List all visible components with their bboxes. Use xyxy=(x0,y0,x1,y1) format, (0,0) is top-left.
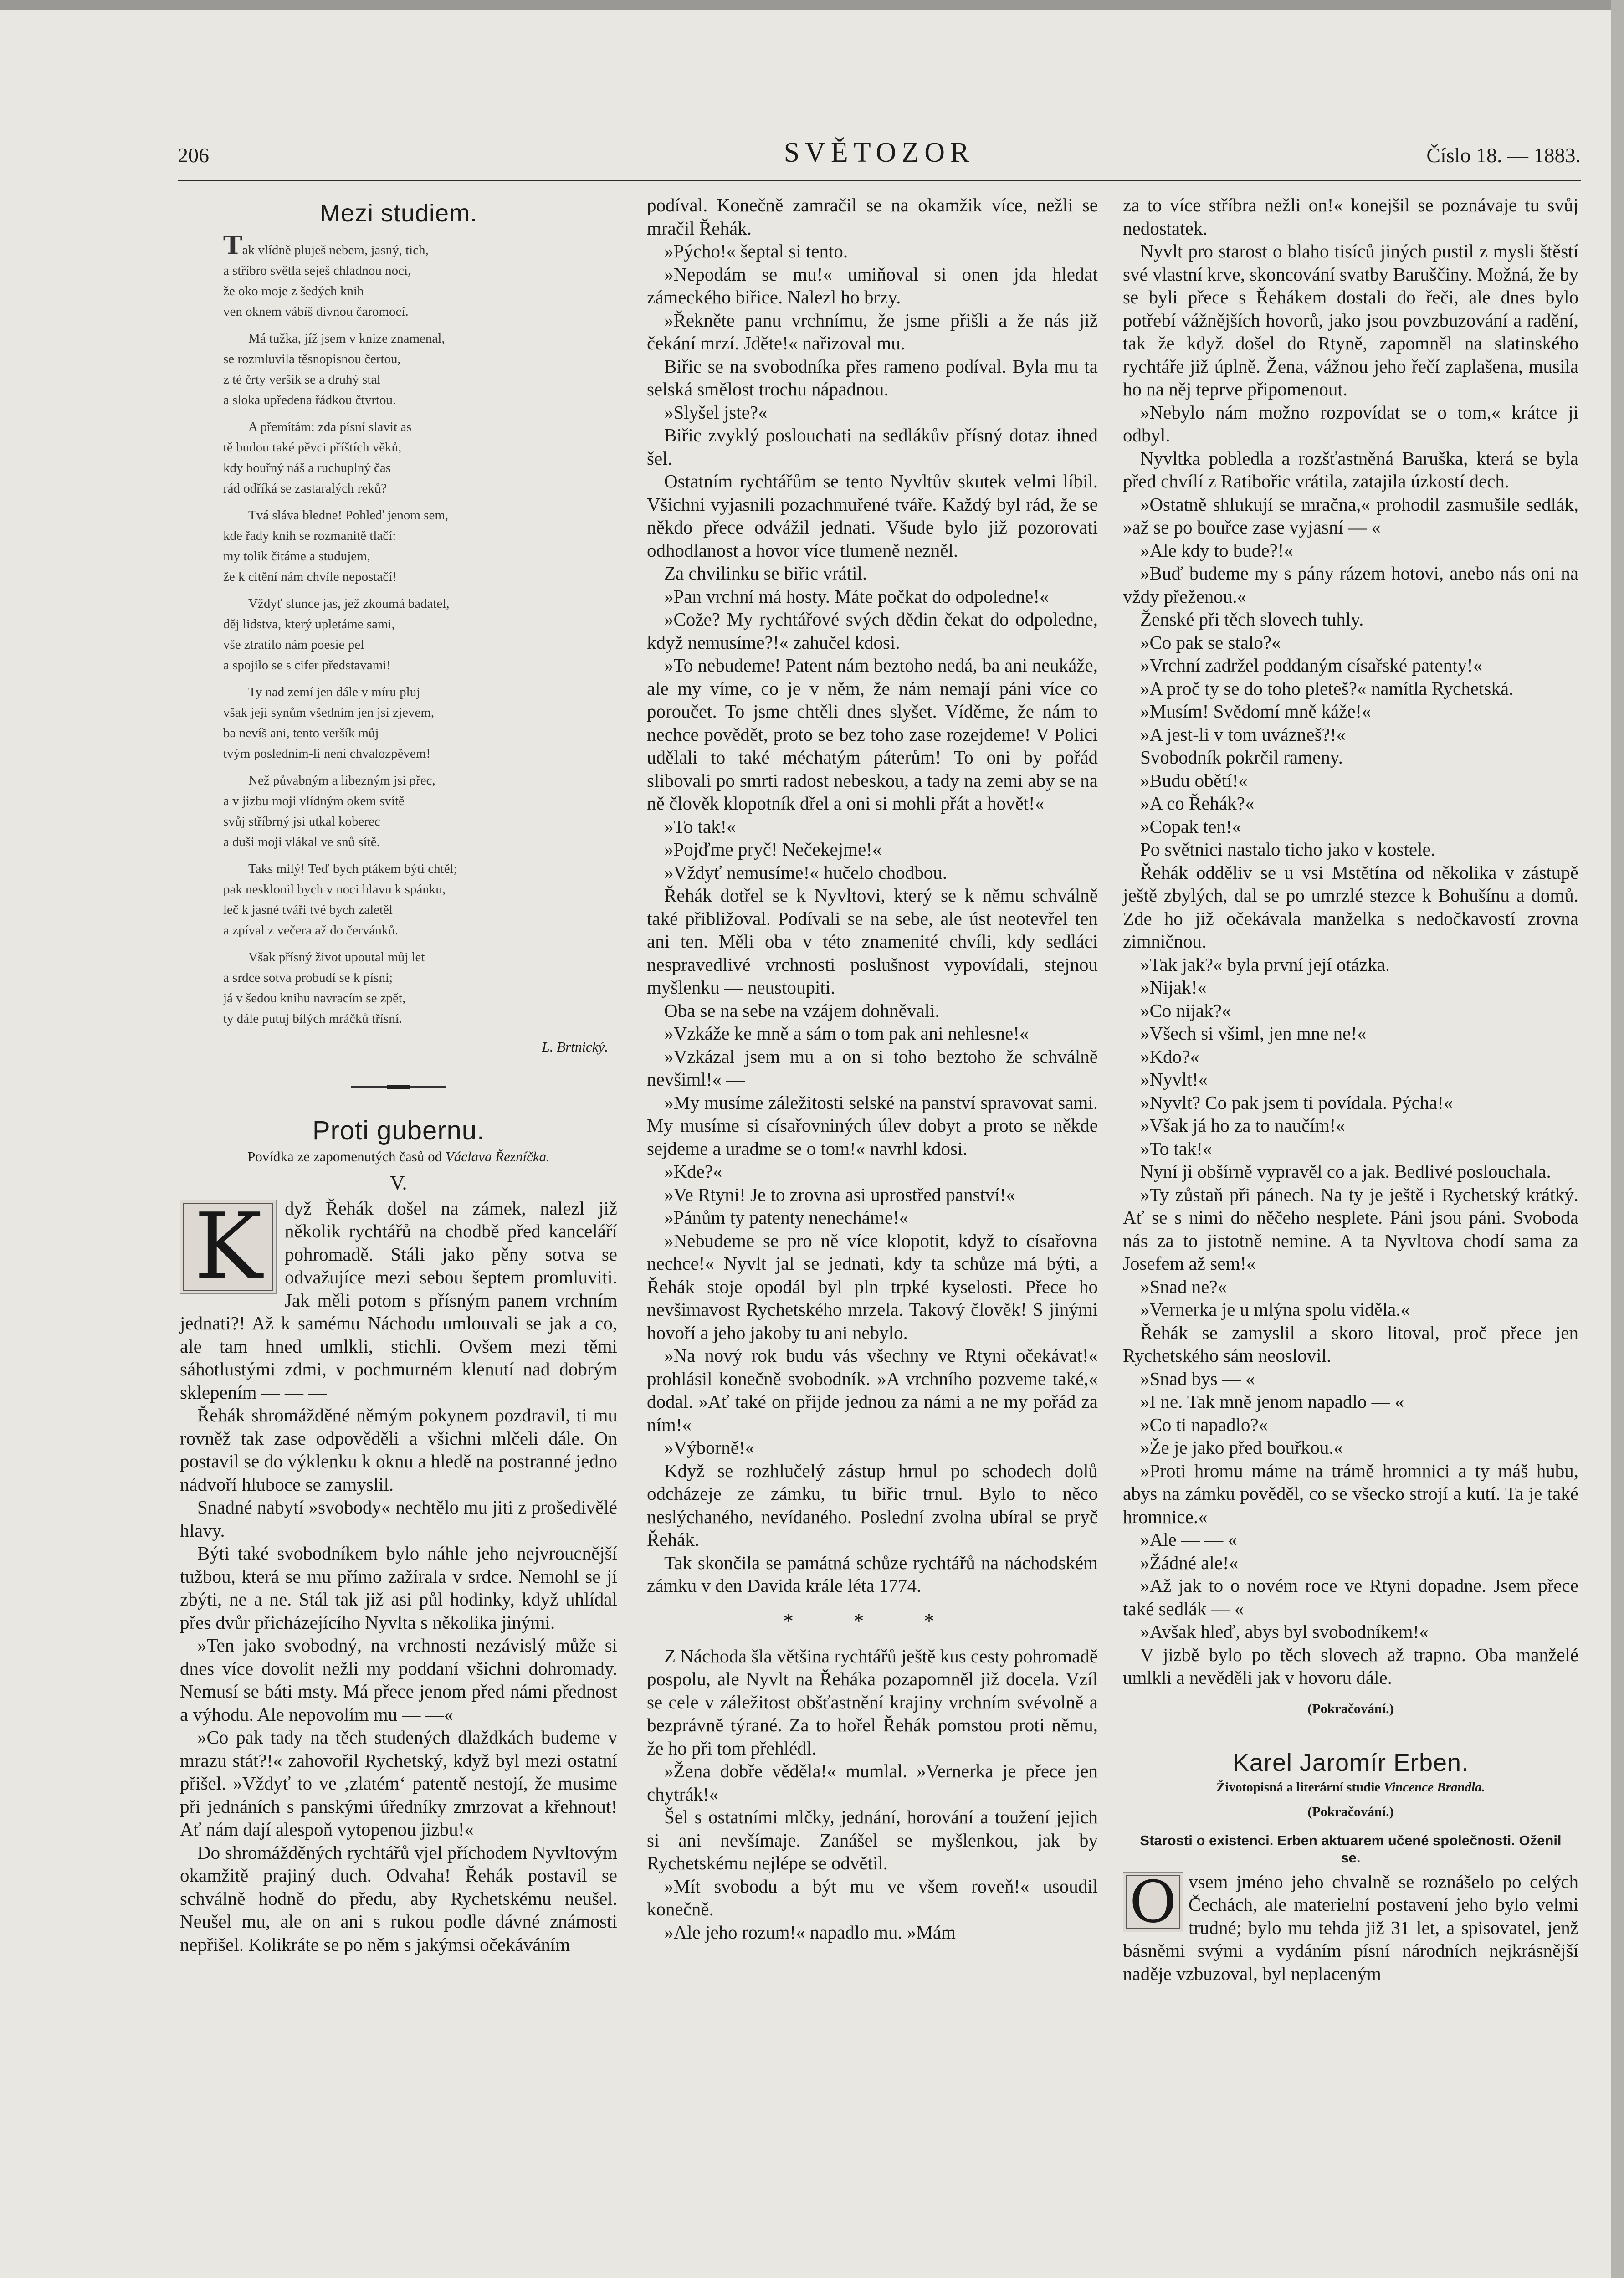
poem-line xyxy=(223,811,617,832)
poem-line xyxy=(223,791,617,811)
poem-line-text: Však přísný život upoutal můj let xyxy=(248,950,425,965)
paragraph: »Nyvlt!« xyxy=(1140,1069,1208,1090)
column-2 xyxy=(647,194,1098,1944)
masthead: SVĚTOZOR xyxy=(784,137,975,168)
poem-line xyxy=(223,968,617,988)
continued-note: (Pokračování.) xyxy=(1307,1701,1394,1716)
paragraph: »Vrchní zadržel poddaným císařské patenty!« xyxy=(1140,655,1483,676)
poem-line-text: Taks milý! Teď bych ptákem býti chtěl; xyxy=(248,862,457,876)
paragraph: »Ve Rtyni! Je to zrovna asi uprostřed panství!« xyxy=(664,1184,1015,1205)
poem-line-text: ty dále putuj bílých mráčků třísní. xyxy=(223,1011,403,1026)
poem-line xyxy=(223,832,617,852)
poem-line-text: Vždyť slunce jas, jež zkoumá badatel, xyxy=(248,596,450,611)
poem-line-text: my tolik čitáme a studujem, xyxy=(223,549,370,564)
paragraph: »A jest-li v tom uvázneš?!« xyxy=(1140,723,1346,745)
paragraph: »Vernerka je u mlýna spolu viděla.« xyxy=(1140,1299,1410,1320)
paragraph: »Žádné ale!« xyxy=(1140,1552,1239,1573)
paragraph: »Copak ten!« xyxy=(1140,816,1242,837)
poem-stanza xyxy=(223,770,617,852)
poem-line xyxy=(223,682,617,703)
paragraph: »Pýcho!« šeptal si tento. xyxy=(664,241,848,262)
paragraph: »Pojďme pryč! Nečekejme!« xyxy=(664,839,882,860)
paragraph: »Budu obětí!« xyxy=(1140,770,1248,791)
poem-line xyxy=(223,567,617,587)
poem-stanza xyxy=(223,682,617,764)
poem-title: Mezi studiem. xyxy=(319,200,478,227)
poem-stanza xyxy=(223,328,617,410)
issue-number: Číslo 18. — 1883. xyxy=(1426,144,1581,167)
poem-line xyxy=(223,703,617,723)
paragraph: »Kde?« xyxy=(664,1161,722,1182)
paragraph: »Ten jako svobodný, na vrchnosti nezávislý může si dnes více dovolit nežli my poddaní všichni dohromady. Nemusí se báti msty. Má přece jenom před námi přednost a výhodu. Ale nepovolím mu — —« xyxy=(180,1635,617,1725)
header-rule xyxy=(178,180,1581,181)
paragraph: »Až jak to o novém roce ve Rtyni dopadne. Jsem přece také sedlák — « xyxy=(1123,1575,1578,1619)
poem-line-text: a srdce sotva probudí se k písni; xyxy=(223,970,393,985)
column-3 xyxy=(1123,194,1578,1985)
poem-line xyxy=(223,281,617,302)
paragraph: »Vždyť nemusíme!« hučelo chodbou. xyxy=(664,862,947,883)
poem-line xyxy=(223,1009,617,1029)
paragraph: »Ale — — « xyxy=(1140,1529,1237,1550)
poem-stanza xyxy=(223,594,617,676)
paragraph: »Kdo?« xyxy=(1140,1046,1199,1067)
story-author: Václava Řezníčka. xyxy=(445,1148,550,1165)
poem-line xyxy=(223,526,617,546)
paragraph: Biřic se na svobodníka přes rameno podíval. Byla mu ta selská smělost trochu nápadnou. xyxy=(647,355,1098,400)
paragraph: »Mít svobodu a být mu ve všem roveň!« usoudil konečně. xyxy=(647,1875,1098,1919)
poem-line-text: že oko moje z šedých knih xyxy=(223,284,364,298)
paragraph: Řehák dotřel se k Nyvltovi, který se k němu schválně také přibližoval. Podívali se na sebe, ale úst neotevřel ten ani ten. Měli oba v této znamenité chvíli, kdy sedláci nespravedlivé vrchnosti poslušnost vypovídali, stejnou myšlenku — neustoupiti. xyxy=(647,885,1098,998)
poem-line xyxy=(223,947,617,968)
poem-line-text: Má tužka, jíž jsem v knize znamenal, xyxy=(248,331,445,346)
poem-stanza xyxy=(223,505,617,587)
paragraph: za to více stříbra nežli on!« konejšil se poznávaje tu svůj nedostatek. xyxy=(1123,195,1578,239)
poem-stanza xyxy=(223,859,617,941)
poem-line-text: tvým posledním-li není chvalozpěvem! xyxy=(223,746,431,761)
paragraph: »I ne. Tak mně jenom napadlo — « xyxy=(1140,1391,1404,1412)
paragraph: Nyní ji obšírně vypravěl co a jak. Bedlivé poslouchala. xyxy=(1140,1161,1551,1182)
paragraph: Řehák se zamyslil a skoro litoval, proč přece jen Rychetského sám neoslovil. xyxy=(1123,1322,1578,1366)
erben-subtitle-prefix: Životopisná a literární studie xyxy=(1216,1780,1381,1795)
initial-letter: K xyxy=(194,1193,262,1300)
poem-line xyxy=(223,302,617,322)
paragraph: »Všech si všiml, jen mne ne!« xyxy=(1140,1023,1367,1044)
paragraph: »Tak jak?« byla první její otázka. xyxy=(1140,954,1390,975)
paragraph: »A proč ty se do toho pleteš?« namítla Rychetská. xyxy=(1140,677,1514,699)
poem-line-text: a duši moji vlákal ve snů sítě. xyxy=(223,835,380,849)
paragraph: »Co pak tady na těch studených dlaždkách budeme v mrazu stát?!« zahovořil Rychetský, když byl mezi ostatní přišel. »Vždyť to ve ‚zlatém‘ patentě nestojí, že musime při jednáních s panskými úředníky zmrzovat a křehnout! Ať nám dají alespoň vytopenou jizbu!« xyxy=(180,1727,617,1840)
paragraph: Býti také svobodníkem bylo náhle jeho nejvroucnější tužbou, která se mu přímo zažírala v srdce. Nemohl se jí zbýti, ne a ne. Stál tak již asi půl hodinky, když uhlídal přes dvůr přicházejícího Nyvlta s několika jinými. xyxy=(180,1543,617,1633)
paragraph: »Ale kdy to bude?!« xyxy=(1140,539,1293,561)
page-header xyxy=(178,137,1581,173)
paragraph: »Avšak hleď, abys byl svobodníkem!« xyxy=(1140,1621,1429,1642)
poem-line xyxy=(223,594,617,614)
poem-line-text: vše ztratilo nám poesie pel xyxy=(223,637,364,652)
paragraph: »Žena dobře věděla!« mumlal. »Vernerka je přece jen chytrák!« xyxy=(647,1760,1098,1805)
erben-ornamental-initial xyxy=(1123,1868,1183,1935)
paragraph: »Co nijak?« xyxy=(1140,1000,1231,1021)
paragraph: »Nepodám se mu!« umiňoval si onen jda hledat zámeckého biřice. Nalezl ho brzy. xyxy=(647,263,1098,308)
story-text-col3 xyxy=(1123,194,1578,1689)
paragraph: Řehák shromážděné němým pokynem pozdravil, ti mu rovněž tak zase odpověděli a všichni mlčeli dále. On postavil se do výklenku k oknu a hledě na postranné jedno nádvoří hluboce se zamyslil. xyxy=(180,1405,617,1495)
poem-line-text: kdy bouřný náš a ruchuplný čas xyxy=(223,461,391,475)
paragraph: Tak skončila se památná schůze rychtářů na náchodském zámku v den Davida krále léta 1774. xyxy=(647,1552,1098,1596)
poem-line xyxy=(223,231,617,261)
paragraph: Svobodník pokrčil rameny. xyxy=(1140,747,1343,768)
paragraph: »Proti hromu máme na trámě hromnici a ty máš hubu, abys na zámku pověděl, co se všecko strojí a kutí. Ta je také hromnice.« xyxy=(1123,1460,1578,1527)
poem-line xyxy=(223,458,617,478)
poem-line-text: se rozmluvila těsnopisnou čertou, xyxy=(223,352,401,366)
poem-line-text: že k citění nám chvíle nepostačí! xyxy=(223,570,397,584)
paragraph: »Že je jako před bouřkou.« xyxy=(1140,1437,1343,1458)
poem-stanza xyxy=(223,417,617,499)
poem-author: L. Brtnický. xyxy=(542,1039,608,1055)
story-text-col2 xyxy=(647,194,1098,1597)
section-divider xyxy=(351,1086,446,1088)
scan-edge-right xyxy=(1611,0,1624,2278)
paragraph: »Ty zůstaň při pánech. Na ty je ještě i Rychetský krátký. Ať se s nimi do něčeho nesplete. Páni jsou páni. Svoboda nás za to jistotně nemine. A ta Nyvltova chodí sama za Josefem až sem!« xyxy=(1123,1184,1578,1274)
poem-line xyxy=(223,546,617,567)
paragraph: Nyvltka pobledla a rozšťastněná Baruška, která se byla před chvílí z Ratibořic vrátila, zatajila úzkostí dech. xyxy=(1123,447,1578,492)
poem-line-text: ak vlídně pluješ nebem, jasný, tich, xyxy=(242,243,429,257)
paragraph: »Co pak se stalo?« xyxy=(1140,631,1281,653)
page-number: 206 xyxy=(178,144,209,167)
paragraph: »Snad ne?« xyxy=(1140,1276,1227,1297)
erben-section-heading: Starosti o existenci. Erben aktuarem učené společnosti. Oženil se. xyxy=(1140,1832,1562,1866)
paragraph: »Ostatně shlukují se mračna,« prohodil zasmušile sedlák, »až se po bouřce zase vyjasní — « xyxy=(1123,493,1578,538)
paragraph: »To nebudeme! Patent nám beztoho nedá, ba ani neukáže, ale my víme, co je v něm, že nám nemají páni více co poroučet. To jsme chtěli dnes slyšet. Víděme, že nám to nechce povědět, proto se bez toho zase rozejdeme! V Polici udělali to také méchatým páterům! To oni by pořád slibovali po smrti radost nebeskou, a tady na zemi aby se na ně člověk klopotník dřel a oni si mohli přát a hovět!« xyxy=(647,655,1098,814)
paragraph: Biřic zvyklý poslouchati na sedlákův přísný dotaz ihned šel. xyxy=(647,425,1098,469)
paragraph: Ženské při těch slovech tuhly. xyxy=(1140,609,1364,630)
poem-line-text: tě budou také pěvci příštích věků, xyxy=(223,440,402,455)
story-text-col1 xyxy=(180,1193,617,1956)
poem-stanza xyxy=(223,231,617,322)
paragraph: Z Náchoda šla většina rychtářů ještě kus cesty pohromadě pospolu, ale Nyvlt na Řeháka pozapomněl již docela. Vzíl se cele v záležitost obšťastnění krajiny vrchním svévolně a bezprávně týrané. Za to hořel Řehák pomstou proti němu, že ho při tom přehlédl. xyxy=(647,1645,1098,1759)
story-subtitle-prefix: Povídka ze zapomenutých časů od xyxy=(247,1148,442,1165)
paragraph: Šel s ostatními mlčky, jednání, horování a toužení jejich si ani nevšímaje. Zanášel se myšlenkou, jak by Rychetskému nejlépe se odvětil. xyxy=(647,1806,1098,1873)
poem-line xyxy=(223,723,617,744)
poem-line-text: svůj stříbrný jsi utkal koberec xyxy=(223,814,380,829)
poem-line-text: děj lidstva, který upletáme sami, xyxy=(223,617,395,631)
paragraph: »Slyšel jste?« xyxy=(664,401,768,423)
paragraph: »Musím! Svědomí mně káže!« xyxy=(1140,701,1371,722)
poem-line xyxy=(223,900,617,920)
erben-continued-note: (Pokračování.) xyxy=(1307,1804,1394,1819)
poem-line-text: z té črty veršík se a druhý stal xyxy=(223,372,381,387)
paragraph: Do shromážděných rychtářů vjel příchodem Nyvltovým okamžitě prajiný duch. Odvaha! Řehák postavil se schválně hodně do předu, aby Rychetskému neušel. Neušel mu, ale on ani s rukou podle dávné známosti nepřišel. Kolikráte se po něm s jakýmsi očekáváním xyxy=(180,1842,617,1955)
poem-line-text: Než půvabným a libezným jsi přec, xyxy=(248,773,435,788)
erben-title: Karel Jaromír Erben. xyxy=(1232,1749,1469,1776)
erben-paragraph: vsem jméno jeho chvalně se roznášelo po celých Čechách, ale materielní postavení jeho bylo velmi trudné; bylo mu tehda již 31 let, a spisovatel, jenž básněmi svými a vydáním písní národních nejkrásnější naděje vzbuzoval, byl neplaceným xyxy=(1123,1871,1578,1984)
poem-line-text: A přemítám: zda písní slavit as xyxy=(248,420,412,434)
poem-line xyxy=(223,478,617,499)
paragraph: »Vzkázal jsem mu a on si toho beztoho že schválně nevšiml!« — xyxy=(647,1046,1098,1090)
poem-line-text: a spojilo se s cifer představami! xyxy=(223,658,391,672)
poem-line-text: ven oknem vábíš divnou čaromocí. xyxy=(223,304,409,319)
poem-line xyxy=(223,879,617,900)
paragraph: Po světnici nastalo ticho jako v kostele. xyxy=(1140,839,1435,860)
chapter-number: V. xyxy=(390,1171,407,1194)
poem-line-text: pak nesklonil bych v noci hlavu k spánku, xyxy=(223,882,446,897)
paragraph: Řehák odděliv se u vsi Mstětína od několika v zástupě ještě zbylých, dal se po umrzlé stezce k Bohušínu a domů. Zde ho již očekávala manželka s nedočkavostí zrovna zimničnou. xyxy=(1123,862,1578,952)
paragraph: »Však já ho za to naučím!« xyxy=(1140,1115,1345,1136)
section-stars: * * * xyxy=(783,1609,962,1632)
poem-line xyxy=(223,437,617,458)
paragraph: »Buď budeme my s pány rázem hotovi, anebo nás oni na vždy přeženou.« xyxy=(1123,563,1578,607)
poem-line xyxy=(223,614,617,635)
story-subtitle xyxy=(180,1147,617,1167)
erben-initial-letter: O xyxy=(1129,1868,1177,1935)
poem-line-text: kde řady knih se rozmanitě tlačí: xyxy=(223,528,396,543)
poem-line xyxy=(223,369,617,390)
poem-line xyxy=(223,505,617,526)
paragraph: Když se rozhlučelý zástup hrnul po schodech dolů odcházeje ze zámku, tu biřic trnul. Bylo to něco neslýchaného, nevídaného. Poslední zvolna ubíral se pryč Řehák. xyxy=(647,1460,1098,1550)
poem-line xyxy=(223,328,617,349)
paragraph: »Výborně!« xyxy=(664,1437,755,1458)
poem-line-text: leč k jasné tváři tvé bych zaletěl xyxy=(223,903,393,917)
poem-line-text: rád odříká se zastaralých reků? xyxy=(223,481,387,496)
paragraph: »Nebudeme se pro ně více klopotit, když to císařovna nechce!« Nyvlt jal se jednati, kdy ta schůze má býti, a Řehák stoje opodál byl pln trpké kyselosti. Přece ho nevšimavost Rychetského mrzela. Takový člověk! S jinými hovoří a jeho jakoby tu ani nebylo. xyxy=(647,1230,1098,1343)
paragraph: Snadné nabytí »svobody« nechtělo mu jiti z prošedivělé hlavy. xyxy=(180,1497,617,1541)
paragraph: Za chvilinku se biřic vrátil. xyxy=(664,563,867,584)
poem-line xyxy=(223,390,617,410)
erben-text xyxy=(1123,1870,1578,1986)
paragraph: »Nebylo nám možno rozpovídat se o tom,« krátce ji odbyl. xyxy=(1123,401,1578,446)
poem-line-text: já v šedou knihu navracím se zpět, xyxy=(223,991,406,1006)
paragraph: »To tak!« xyxy=(664,816,736,837)
poem-body xyxy=(223,231,617,1029)
paragraph: »Vzkáže ke mně a sám o tom pak ani nehlesne!« xyxy=(664,1023,1029,1044)
paragraph: »Nyvlt? Co pak jsem ti povídala. Pýcha!« xyxy=(1140,1092,1453,1113)
paragraph: »Ale jeho rozum!« napadlo mu. »Mám xyxy=(664,1921,956,1943)
poem-line-text: a zpíval z večera až do červánků. xyxy=(223,923,399,938)
paragraph: Oba se na sebe na vzájem dohněvali. xyxy=(664,1000,940,1021)
paragraph: »Cože? My rychtářové svých dědin čekat do odpoledne, když nemusíme?!« zahučel kdosi. xyxy=(647,609,1098,653)
scan-edge-top xyxy=(0,0,1624,10)
paragraph: »Na nový rok budu vás všechny ve Rtyni očekávat!« prohlásil konečně svobodník. »A vrchního pozveme také,« dodal. »Ať také on přijde jednou za námi a ne my pořád za ním!« xyxy=(647,1345,1098,1435)
poem-line-text: a v jizbu moji vlídným okem svítě xyxy=(223,794,405,808)
poem-line xyxy=(223,920,617,941)
paragraph: »A co Řehák?« xyxy=(1140,793,1255,814)
paragraph: »My musíme záležitosti selské na panství spravovat sami. My musíme si císařovniných úlev dobyt a proto se někde sejdeme a uradme se o tom!« navrhl kdosi. xyxy=(647,1092,1098,1159)
paragraph: »To tak!« xyxy=(1140,1138,1212,1159)
poem-line xyxy=(223,744,617,764)
paragraph: Ostatním rychtářům se tento Nyvltův skutek velmi líbil. Všichni vyjasnili pozachmuřené tváře. Každý byl rád, že se někdo přece odvážil jednati. Všude bylo již pozorovati odhodlanost a hovor více tlumeně nezněl. xyxy=(647,471,1098,561)
paragraph: V jizbě bylo po těch slovech až trapno. Oba manželé umlkli a nevěděli jak v hovoru dále. xyxy=(1123,1644,1578,1688)
poem-line-text: a sloka upředena řádkou čtvrtou. xyxy=(223,393,396,407)
poem-line-text: však její synům všedním jen jsi zjevem, xyxy=(223,705,435,720)
erben-subtitle xyxy=(1123,1778,1578,1797)
paragraph: Nyvlt pro starost o blaho tisíců jiných pustil z mysli štěstí své vlastní krve, skoncování svatby Baruščiny. Možná, že by se byli přece s Řehákem dostali do řeči, ale dnes bylo potřebí vážnějších hovorů, jako jsou povzbuzování a radění, tak že když došel do Rtyně, zapomněl na slatinského rychtáře již úplně. Žena, vážnou jeho řečí zaplašena, musila ho na něj teprve připomenout. xyxy=(1123,241,1578,400)
poem-line xyxy=(223,261,617,281)
paragraph: »Řekněte panu vrchnímu, že jsme přišli a že nás již čekání mrzí. Jděte!« nařizoval mu. xyxy=(647,309,1098,354)
poem-initial: T xyxy=(223,231,242,261)
poem-line-text: Tvá sláva bledne! Pohleď jenom sem, xyxy=(248,508,449,523)
poem-line xyxy=(223,349,617,369)
column-1 xyxy=(180,194,617,1956)
poem-line-text: Ty nad zemí jen dále v míru pluj — xyxy=(248,685,437,699)
paragraph: podíval. Konečně zamračil se na okamžik více, nežli se mračil Řehák. xyxy=(647,195,1098,239)
poem-line-text: ba nevíš ani, tento veršík můj xyxy=(223,726,379,740)
poem-line xyxy=(223,635,617,655)
poem-line xyxy=(223,859,617,879)
poem-stanza xyxy=(223,947,617,1029)
paragraph: »Nijak!« xyxy=(1140,977,1207,998)
paragraph: dyž Řehák došel na zámek, nalezl již několik rychtářů na chodbě před kanceláří pohromadě. Stáli jako pěny sotva se odvažujíce mezi sebou šeptem promluviti. Jak měli potom s přísným panem vrchním jednati?! Až k samému Náchodu umlouvali se jak a co, ale tam hned umlkli, stichli. Ovšem mezi těmi sáhotlustými zdmi, v pochmurném klenutí nad dobrým sklepením — — — xyxy=(180,1197,617,1403)
paragraph: »Snad bys — « xyxy=(1140,1368,1255,1389)
poem-line xyxy=(223,417,617,437)
poem-line xyxy=(223,655,617,676)
story-text-col2-after-break xyxy=(647,1645,1098,1944)
story-title: Proti gubernu. xyxy=(312,1115,485,1145)
erben-author: Vincence Brandla. xyxy=(1383,1780,1485,1795)
poem-line-text: a stříbro světla seješ chladnou noci, xyxy=(223,263,411,278)
paragraph: »Co ti napadlo?« xyxy=(1140,1414,1268,1435)
paragraph: »Pánům ty patenty nenecháme!« xyxy=(664,1207,909,1228)
ornamental-initial xyxy=(180,1193,277,1300)
poem-line xyxy=(223,988,617,1009)
poem-line xyxy=(223,770,617,791)
paragraph: »Pan vrchní má hosty. Máte počkat do odpoledne!« xyxy=(664,585,1049,607)
